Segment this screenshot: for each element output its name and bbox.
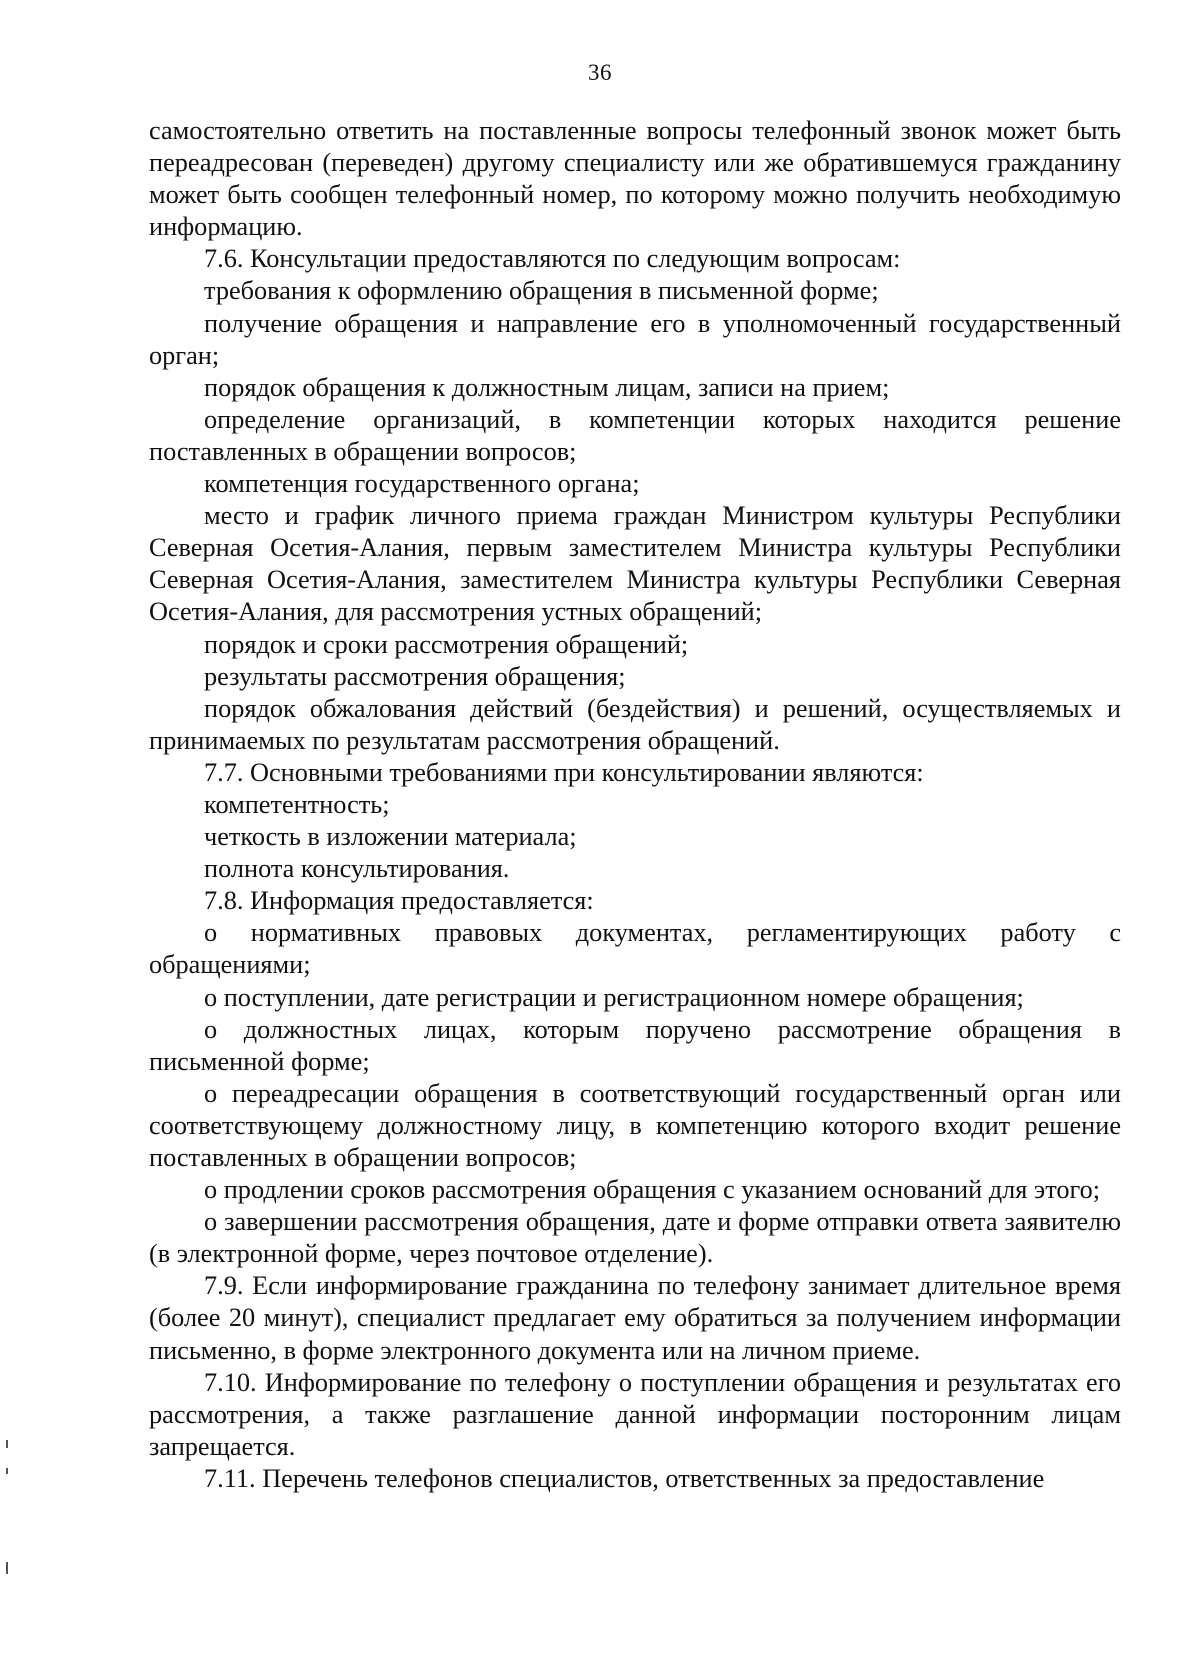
list-item: полнота консультирования. [204, 854, 510, 884]
paragraph-7-11: 7.11. Перечень телефонов специалистов, ответственных за предоставление [204, 1463, 1045, 1493]
list-item: порядок обжалования действий (бездействия) и решений, осуществляемых и принимаемых по результатам рассмотрения обращений. [149, 693, 1121, 755]
paragraph-7-9: 7.9. Если информирование гражданина по телефону занимает длительное время (более 20 минут), специалист предлагает ему обратиться за получением информации письменно, в форме электронного документа или на личном приеме. [149, 1271, 1121, 1365]
scan-mark [6, 1562, 8, 1574]
list-item: четкость в изложении материала; [204, 822, 577, 852]
paragraph-7-8-heading: 7.8. Информация предоставляется: [204, 886, 594, 916]
list-item: порядок и сроки рассмотрения обращений; [204, 629, 689, 659]
paragraph-7-6-heading: 7.6. Консультации предоставляются по следующим вопросам: [204, 244, 901, 274]
list-item: требования к оформлению обращения в письменной форме; [204, 276, 879, 306]
list-item: о завершении рассмотрения обращения, дате и форме отправки ответа заявителю (в электронной форме, через почтовое отделение). [149, 1207, 1121, 1269]
list-item: определение организаций, в компетенции которых находится решение поставленных в обращении вопросов; [149, 404, 1121, 466]
list-item: результаты рассмотрения обращения; [204, 661, 626, 691]
list-item: получение обращения и направление его в уполномоченный государственный орган; [149, 308, 1121, 370]
paragraph-7-7-heading: 7.7. Основными требованиями при консультировании являются: [204, 757, 924, 787]
list-item: о нормативных правовых документах, регламентирующих работу с обращениями; [149, 918, 1121, 980]
list-item: компетентность; [204, 789, 390, 819]
scan-mark [6, 1468, 8, 1474]
paragraph-7-10: 7.10. Информирование по телефону о поступлении обращения и результатах его рассмотрения, а также разглашение данной информации посторонним лицам запрещается. [149, 1367, 1121, 1461]
list-item: компетенция государственного органа; [204, 469, 640, 499]
list-item: о поступлении, дате регистрации и регистрационном номере обращения; [204, 982, 1024, 1012]
list-item: о переадресации обращения в соответствующий государственный орган или соответствующему должностному лицу, в компетенцию которого входит решение поставленных в обращении вопросов; [149, 1078, 1121, 1172]
list-item: порядок обращения к должностным лицам, записи на прием; [204, 372, 890, 402]
list-item: о продлении сроков рассмотрения обращения с указанием оснований для этого; [204, 1175, 1101, 1205]
document-body [149, 115, 1121, 1495]
paragraph: самостоятельно ответить на поставленные вопросы телефонный звонок может быть переадресован (переведен) другому специалисту или же обратившемуся гражданину может быть сообщен телефонный номер, по которому можно получить необходимую информацию. [149, 116, 1121, 242]
scan-mark [6, 1440, 8, 1448]
list-item: о должностных лицах, которым поручено рассмотрение обращения в письменной форме; [149, 1014, 1121, 1076]
list-item: место и график личного приема граждан Министром культуры Республики Северная Осетия-Алания, первым заместителем Министра культуры Республики Северная Осетия-Алания, заместителем Министра культуры Республики Северная Осетия-Алания, для рассмотрения устных обращений; [149, 501, 1121, 627]
page-number: 36 [588, 60, 612, 85]
